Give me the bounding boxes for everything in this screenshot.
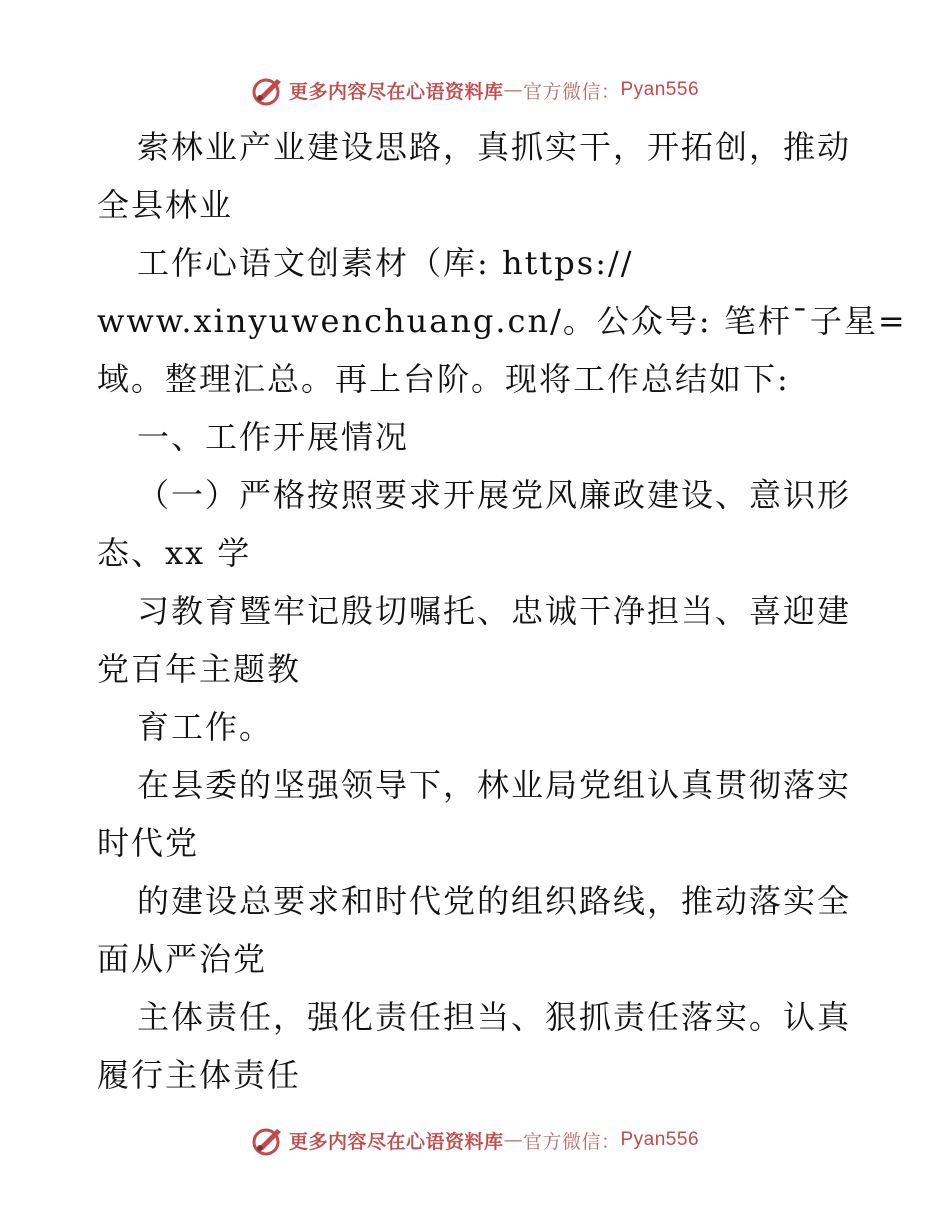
text-line: 工作心语文创素材（库: https://: [137, 244, 634, 282]
text-line: 面从严治党: [97, 940, 268, 978]
brush-logo-icon: [251, 1123, 285, 1157]
header-watermark: [0, 70, 950, 110]
watermark-separator: —: [503, 79, 523, 101]
text-line: 在县委的坚强领导下，林业局党组认真贯彻落实: [137, 766, 852, 804]
watermark-separator: —: [503, 1129, 523, 1151]
text-line: 域。整理汇总。再上台阶。现将工作总结如下:: [97, 360, 790, 398]
text-line: 育工作。: [137, 708, 274, 746]
subsection-heading: （一）严格按照要求开展党风廉政建设、意识形: [137, 476, 852, 514]
text-line: 习教育暨牢记殷切嘱托、忠诚干净担当、喜迎建: [137, 592, 852, 630]
text-line: 的建设总要求和时代党的组织路线，推动落实全: [137, 882, 852, 920]
watermark-id-text: Pyan556: [620, 1129, 700, 1150]
document-body: [97, 118, 907, 1104]
text-line: 索林业产业建设思路，真抓实干，开拓创，推动: [137, 128, 852, 166]
text-line: www.xinyuwenchuang.cn/。公众号: 笔杆¯子星=: [97, 302, 907, 340]
text-line: 主体责任，强化责任担当、狠抓责任落实。认真: [137, 998, 852, 1036]
watermark-sub-text: 官方微信：: [522, 1130, 621, 1153]
footer-watermark: [0, 1120, 950, 1160]
text-line: 履行主体责任: [97, 1056, 302, 1094]
text-line: 全县林业: [97, 186, 234, 224]
section-heading: 一、工作开展情况: [137, 418, 410, 456]
brush-logo-icon: [251, 73, 285, 107]
watermark-main-text: 更多内容尽在心语资料库: [288, 80, 504, 103]
watermark-main-text: 更多内容尽在心语资料库: [288, 1130, 504, 1153]
watermark-id-text: Pyan556: [620, 79, 700, 100]
text-line: 态、xx 学: [97, 534, 252, 572]
text-line: 时代党: [97, 824, 200, 862]
text-line: 党百年主题教: [97, 650, 302, 688]
watermark-sub-text: 官方微信：: [522, 80, 621, 103]
